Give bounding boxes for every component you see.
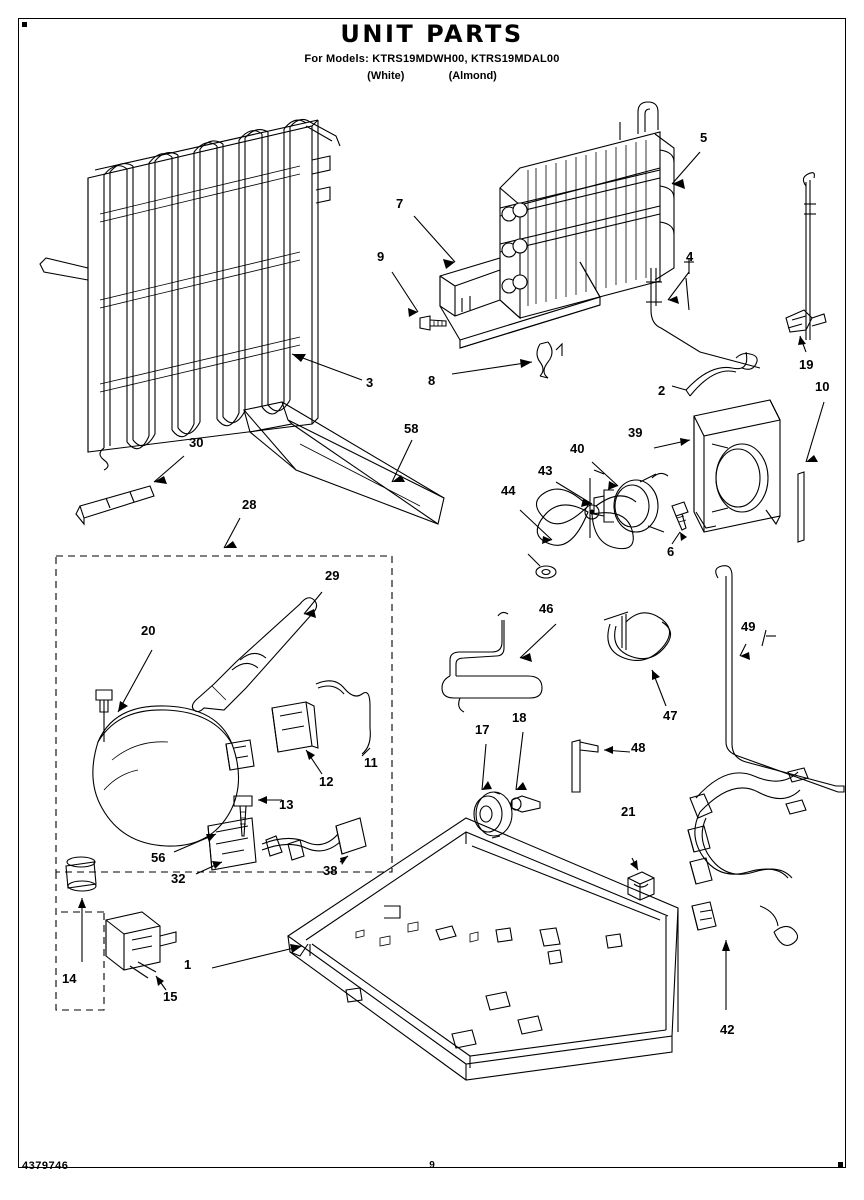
callout-1: 1	[184, 957, 192, 972]
document-code: 4379746	[22, 1160, 69, 1172]
wire-clip-part-47	[604, 612, 671, 706]
models-prefix: For Models:	[304, 53, 369, 65]
wire-harness-part-38	[262, 818, 366, 865]
callout-17: 17	[475, 722, 490, 737]
callout-13: 13	[279, 797, 294, 812]
screw-part-13	[234, 796, 282, 836]
models-list: KTRS19MDWH00, KTRS19MDAL00	[372, 53, 560, 65]
wire-form-part-46	[442, 612, 556, 712]
callout-7: 7	[396, 196, 404, 211]
bracket-pin-part-48	[572, 740, 630, 792]
callout-5: 5	[700, 130, 708, 145]
callout-48: 48	[631, 740, 646, 755]
callout-29: 29	[325, 568, 340, 583]
callout-42: 42	[720, 1022, 735, 1037]
callout-44: 44	[501, 483, 516, 498]
overload-part-15	[106, 912, 176, 990]
callout-14: 14	[62, 971, 77, 986]
callout-10: 10	[815, 379, 830, 394]
callout-19: 19	[799, 357, 814, 372]
condenser-coil-part-3	[40, 119, 362, 470]
screw-part-6	[672, 502, 688, 544]
callout-3: 3	[366, 375, 374, 390]
callout-38: 38	[323, 863, 338, 878]
callout-21: 21	[621, 804, 636, 819]
callout-6: 6	[667, 544, 675, 559]
callout-18: 18	[512, 710, 527, 725]
base-frame-part-1	[212, 818, 678, 1080]
axle-pin-part-18	[511, 732, 540, 812]
fan-blade-part-44	[520, 489, 636, 578]
connector-part-56	[226, 740, 254, 770]
callout-9: 9	[377, 249, 385, 264]
callout-2: 2	[658, 383, 666, 398]
screw-part-9	[392, 272, 446, 330]
callout-11: 11	[364, 755, 378, 770]
page-number: 9	[429, 1160, 435, 1171]
page-title: UNIT PARTS	[340, 20, 524, 48]
compressor-part-20	[66, 650, 256, 962]
fan-shroud-part-39	[654, 400, 780, 532]
suction-tube-part-2	[672, 352, 757, 396]
nut-part-21	[628, 858, 654, 900]
callout-30: 30	[189, 435, 204, 450]
evaporator-assembly-part-5	[414, 102, 700, 348]
callout-12: 12	[319, 774, 334, 789]
callout-40: 40	[570, 441, 585, 456]
callout-32: 32	[171, 871, 186, 886]
color-white: (White)	[367, 70, 405, 82]
color-almond: (Almond)	[448, 70, 497, 82]
callout-46: 46	[539, 601, 554, 616]
long-tube-part-49	[716, 566, 844, 792]
callout-43: 43	[538, 463, 553, 478]
callout-47: 47	[663, 708, 678, 723]
callout-4: 4	[686, 249, 694, 264]
callout-58: 58	[404, 421, 419, 436]
relay-part-12	[272, 702, 322, 774]
callout-39: 39	[628, 425, 643, 440]
wiring-harness-part-42	[688, 768, 808, 1010]
callout-49: 49	[741, 619, 756, 634]
callout-20: 20	[141, 623, 156, 638]
callout-28: 28	[242, 497, 257, 512]
callout-8: 8	[428, 373, 436, 388]
fan-motor-part-40	[556, 462, 668, 538]
callout-15: 15	[163, 989, 178, 1004]
wire-part-11	[316, 681, 370, 756]
filter-drier-part-29	[192, 592, 322, 712]
callout-56: 56	[151, 850, 166, 865]
clip-part-8	[452, 342, 562, 378]
tube-part-top-right	[803, 173, 816, 340]
bracket-part-30	[76, 456, 184, 524]
seal-strip-part-10	[798, 402, 824, 542]
